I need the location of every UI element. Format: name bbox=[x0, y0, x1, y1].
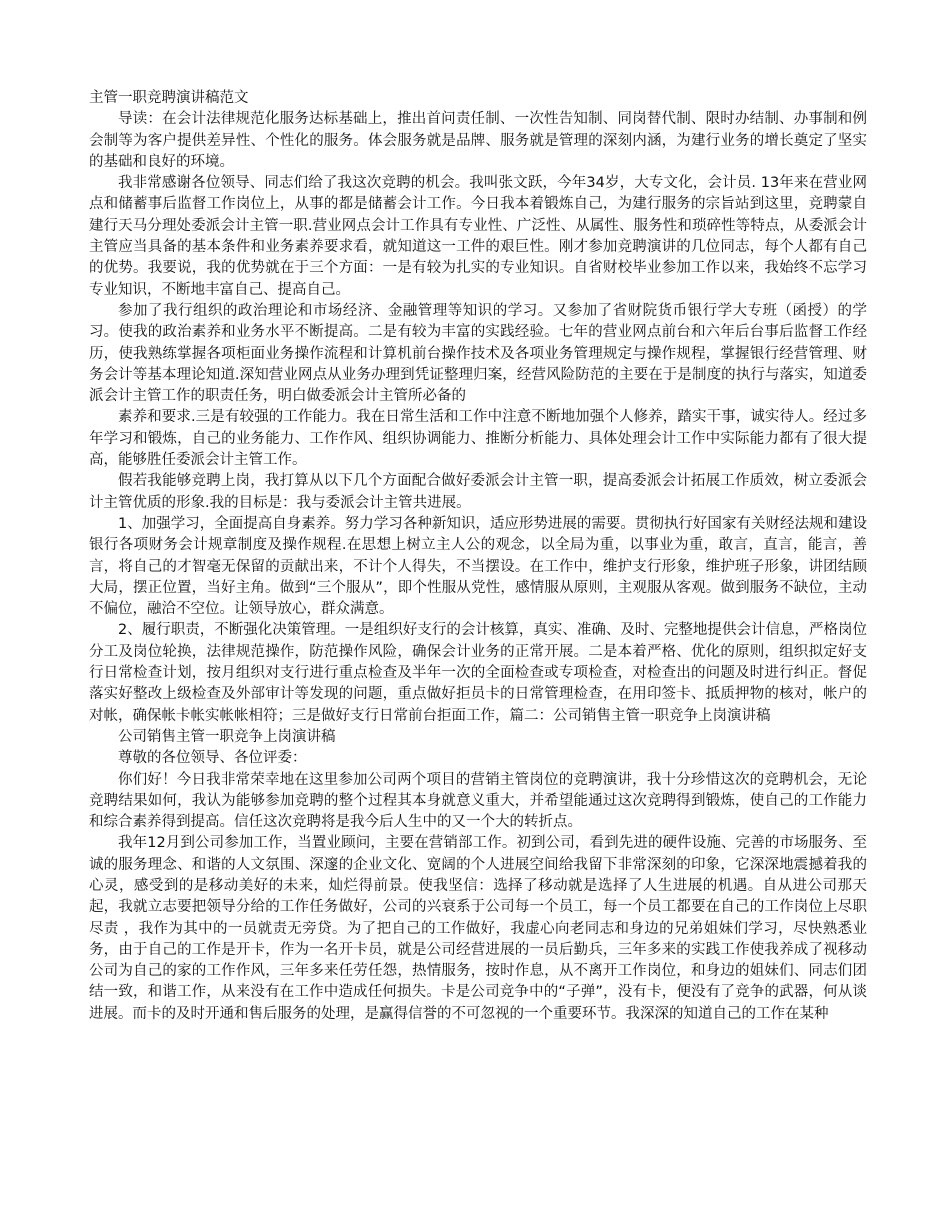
paragraph-second-title: 公司销售主管一职竞争上岗演讲稿 bbox=[118, 728, 336, 745]
document-page bbox=[89, 88, 867, 1025]
paragraph-self-introduction: 我非常感谢各位领导、同志们给了我这次竞聘的机会。我叫张文跃，今年34岁，大专文化，会计员. 13年来在营业网点和储蓄事后监督工作岗位上，从事的都是储蓄会计工作。今日我本着锻炼自己，为建行服务的宗旨站到这里，竞聘蒙自建行天马分理处委派会计主管一职.营业网点会计工作具有专业性、广泛性、从属性、服务性和琐碎性等特点，从委派会计主管应当具备的基本条件和业务素养要求看，就知道这一工件的艰巨性。刚才参加竞聘演讲的几位同志，每个人都有自己的优势。我要说，我的优势就在于三个方面：一是有较为扎实的专业知识。自省财校毕业参加工作以来，我始终不忘学习专业知识，不断地丰富自己、提高自己。 bbox=[89, 175, 867, 298]
paragraph-goal: 假若我能够竞聘上岗，我打算从以下几个方面配合做好委派会计主管一职，提高委派会计拓展工作质效，树立委派会计主管优质的形象.我的目标是：我与委派会计主管共进展。 bbox=[89, 473, 867, 511]
paragraph-study-experience: 参加了我行组织的政治理论和市场经济、金融管理等知识的学习。又参加了省财院货币银行学大专班（函授）的学习。使我的政治素养和业务水平不断提高。二是有较为丰富的实践经验。七年的营业网点前台和六年后台事后监督工作经历，使我熟练掌握各项柜面业务操作流程和计算机前台操作技术及各项业务管理规定与操作规程，掌握银行经营管理、财务会计等基本理论知道.深知营业网点从业务办理到凭证整理归案，经营风险防范的主要在于是制度的执行与落实，知道委派会计主管工作的职责任务，明白做委派会计主管所必备的 bbox=[89, 302, 867, 405]
paragraph-intro: 导读：在会计法律规范化服务达标基础上，推出首问责任制、一次性告知制、同岗替代制、限时办结制、办事制和例会制等为客户提供差异性、个性化的服务。体会服务就是品牌、服务就是管理的深刻内涵，为建行业务的增长奠定了坚实的基础和良好的环境。 bbox=[89, 111, 867, 170]
paragraph-work-ability: 素养和要求.三是有较强的工作能力。我在日常生活和工作中注意不断地加强个人修养，踏实干事，诚实待人。经过多年学习和锻炼，自己的业务能力、工作作风、组织协调能力、推断分析能力、具体处理会计工作中实际能力都有了很大提高，能够胜任委派会计主管工作。 bbox=[89, 409, 867, 469]
paragraph-point-2: 2、履行职责，不断强化决策管理。一是组织好支行的会计核算，真实、准确、及时、完整地提供会计信息，严格岗位分工及岗位轮换，法律规范操作，防范操作风险，确保会计业务的正常开展。二是本着严格、优化的原则，组织拟定好支行日常检查计划，按月组织对支行进行重点检查及半年一次的全面检查或专项检查，对检查出的问题及时进行纠正。督促落实好整改上级检查及外部审计等发现的问题，重点做好拒员卡的日常管理检查，在用印签卡、抵质押物的核对，帐户的对帐，确保帐卡帐实帐帐相符；三是做好支行日常前台拒面工作，篇二：公司销售主管一职竞争上岗演讲稿 bbox=[89, 622, 867, 724]
document-title: 主管一职竞聘演讲稿范文 bbox=[89, 90, 249, 106]
paragraph-greeting: 你们好！今日我非常荣幸地在这里参加公司两个项目的营销主管岗位的竞聘演讲，我十分珍惜这次的竞聘机会，无论竞聘结果如何，我认为能够参加竞聘的整个过程其本身就意义重大，并希望能通过这次竞聘得到锻炼，使自己的工作能力和综合素养得到提高。信任这次竞聘将是我今后人生中的又一个大的转折点。 bbox=[89, 771, 867, 831]
paragraph-experience: 我年12月到公司参加工作，当置业顾问，主要在营销部工作。初到公司，看到先进的硬件设施、完善的市场服务、至诚的服务理念、和谐的人文氛围、深邃的企业文化、宽阔的个人进展空间给我留下非常深刻的印象，它深深地震撼着我的心灵，感受到的是移动美好的未来，灿烂得前景。使我坚信：选择了移动就是选择了人生进展的机遇。自从进公司那天起，我就立志要把领导分给的工作任务做好，公司的兴衰系于公司每一个员工，每一个员工都要在自己的工作岗位上尽职尽责 ，我作为其中的一员就责无旁贷。为了把自己的工作做好，我虚心向老同志和身边的兄弟姐妹们学习，尽快熟悉业务，由于自己的工作是开卡，作为一名开卡员，就是公司经营进展的一员后勤兵，三年多来的实践工作使我养成了视移动公司为自己的家的工作作风，三年多来任劳任怨，热情服务，按时作息，从不离开工作岗位，和身边的姐妹们、同志们团结一致，和谐工作，从来没有在工作中造成任何损失。卡是公司竞争中的“子弹”，没有卡，便没有了竞争的武器，何从谈进展。而卡的及时开通和售后服务的处理，是赢得信誉的不可忽视的一个重要环节。我深深的知道自己的工作在某种 bbox=[89, 835, 867, 1022]
paragraph-salutation: 尊敬的各位领导、各位评委： bbox=[118, 750, 307, 767]
paragraph-point-1: 1、加强学习，全面提高自身素养。努力学习各种新知识，适应形势进展的需要。贯彻执行好国家有关财经法规和建设银行各项财务会计规章制度及操作规程.在思想上树立主人公的观念，以全局为重，以事业为重，敢言，直言，能言，善言，将自己的才智毫无保留的贡献出来，不计个人得失，不当摆设。在工作中，维护支行形象，维护班子形象，讲团结顾大局，摆正位置，当好主角。做到“三个服从”，即个性服从党性，感情服从原则，主观服从客观。做到服务不缺位，主动不偏位，融洽不空位。让领导放心，群众满意。 bbox=[89, 515, 867, 618]
